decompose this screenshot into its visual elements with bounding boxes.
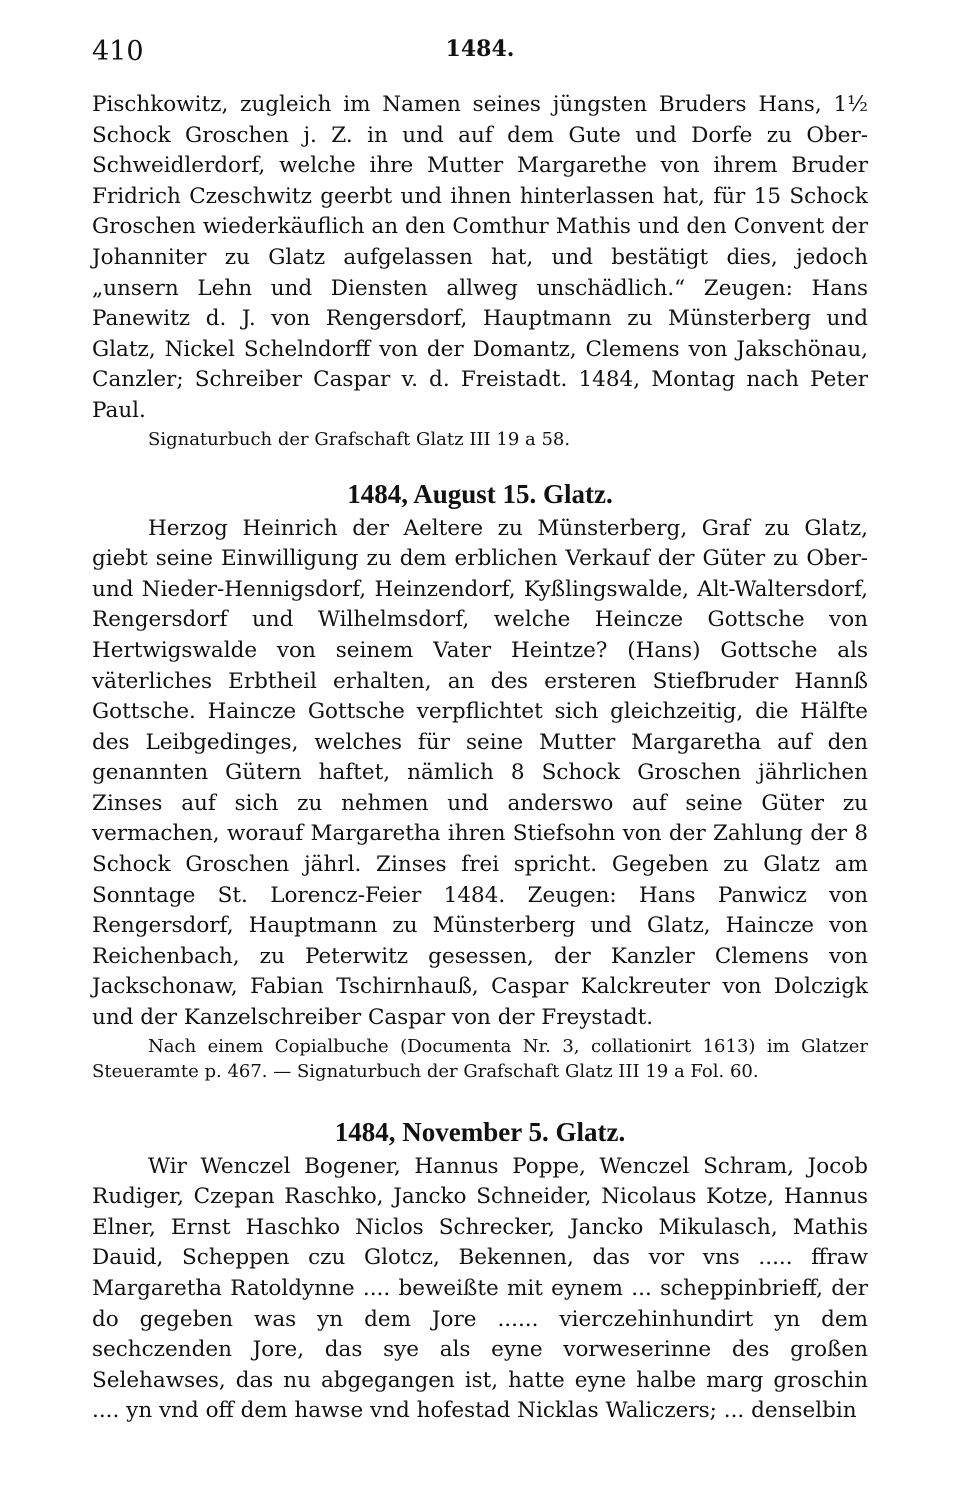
page-number: 410 xyxy=(92,36,144,67)
document-heading-november: 1484, November 5. Glatz. xyxy=(334,1116,626,1147)
document-text-august: Herzog Heinrich der Aeltere zu Münsterberg, Graf zu Glatz, giebt seine Einwilligung zu dem erblichen Verkauf der Güter zu Ober- und Nieder-Hennigsdorf, Heinzendorf, Kyßlingswalde, Alt-Waltersdorf, Rengersdorf und Wilhelmsdorf, welche Heincze Gottsche von Hertwigswalde von seinem Vater Heintze? (Hans) Gottsche als väterliches Erbtheil erhalten, an des ersteren Stiefbruder Hannß Gottsche. Haincze Gottsche verpflichtet sich gleichzeitig, die Hälfte des Leibgedinges, welches für seine Mutter Margaretha auf den genannten Gütern haftet, nämlich 8 Schock Groschen jährlichen Zinses auf sich zu nehmen und anderswo auf seine Güter zu vermachen, worauf Margaretha ihren Stiefsohn von der Zahlung der 8 Schock Groschen jährl. Zinses frei spricht. Gegeben zu Glatz am Sonntage St. Lorencz-Feier 1484. Zeugen: Hans Panwicz von Rengersdorf, Hauptmann zu Münsterberg und Glatz, Haincze von Reichenbach, zu Peterwitz gesessen, der Kanzler Clemens von Jackschonaw, Fabian Tschirnhauß, Caspar Kalckreuter von Dolczigk und der Kanzelschreiber Caspar von der Freystadt. xyxy=(92,515,868,1031)
source-note: Signaturbuch der Grafschaft Glatz III 19 a 58. xyxy=(148,428,571,450)
source-note-august: Nach einem Copialbuche (Documenta Nr. 3, collationirt 1613) im Glatzer Steueramte p. 467. — Signaturbuch der Grafschaft Glatz III 19 a Fol. 60. xyxy=(92,1035,868,1082)
document-heading-august: 1484, August 15. Glatz. xyxy=(347,478,613,509)
document-text-november: Wir Wenczel Bogener, Hannus Poppe, Wenczel Schram, Jocob Rudiger, Czepan Raschko, Jancko Schneider, Nicolaus Kotze, Hannus Elner, Ernst Haschko Niclos Schrecker, Jancko Mikulasch, Mathis Dauid, Scheppen czu Glotcz, Bekennen, das vor vns ..... ffraw Margaretha Ratoldynne .... beweißte mit eynem ... scheppinbrieff, der do gegeben was yn dem Jore ...... vierczehinhundirt yn dem sechczenden Jore, das sye als eyne vorweserinne des großen Selehawses, das nu abgegangen ist, hatte eyne halbe marg groschin .... yn vnd off dem hawse vnd hofestad Nicklas Waliczers; ... denselbin xyxy=(92,1153,868,1424)
running-title: 1484. xyxy=(445,36,515,62)
page-content xyxy=(92,90,868,1427)
page-header xyxy=(92,36,868,70)
continuation-paragraph: Pischkowitz, zugleich im Namen seines jüngsten Bruders Hans, 1½ Schock Groschen j. Z. in und auf dem Gute und Dorfe zu Ober-Schweidlerdorf, welche ihre Mutter Margarethe von ihrem Bruder Fridrich Czeschwitz geerbt und ihnen hinterlassen hat, für 15 Schock Groschen wiederkäuflich an den Comthur Mathis und den Convent der Johanniter zu Glatz aufgelassen hat, und bestätigt dies, jedoch „unsern Lehn und Diensten allweg unschädlich.“ Zeugen: Hans Panewitz d. J. von Rengersdorf, Hauptmann zu Münsterberg und Glatz, Nickel Schelndorff von der Domantz, Clemens von Jakschönau, Canzler; Schreiber Caspar v. d. Freistadt. 1484, Montag nach Peter Paul. xyxy=(92,92,868,423)
